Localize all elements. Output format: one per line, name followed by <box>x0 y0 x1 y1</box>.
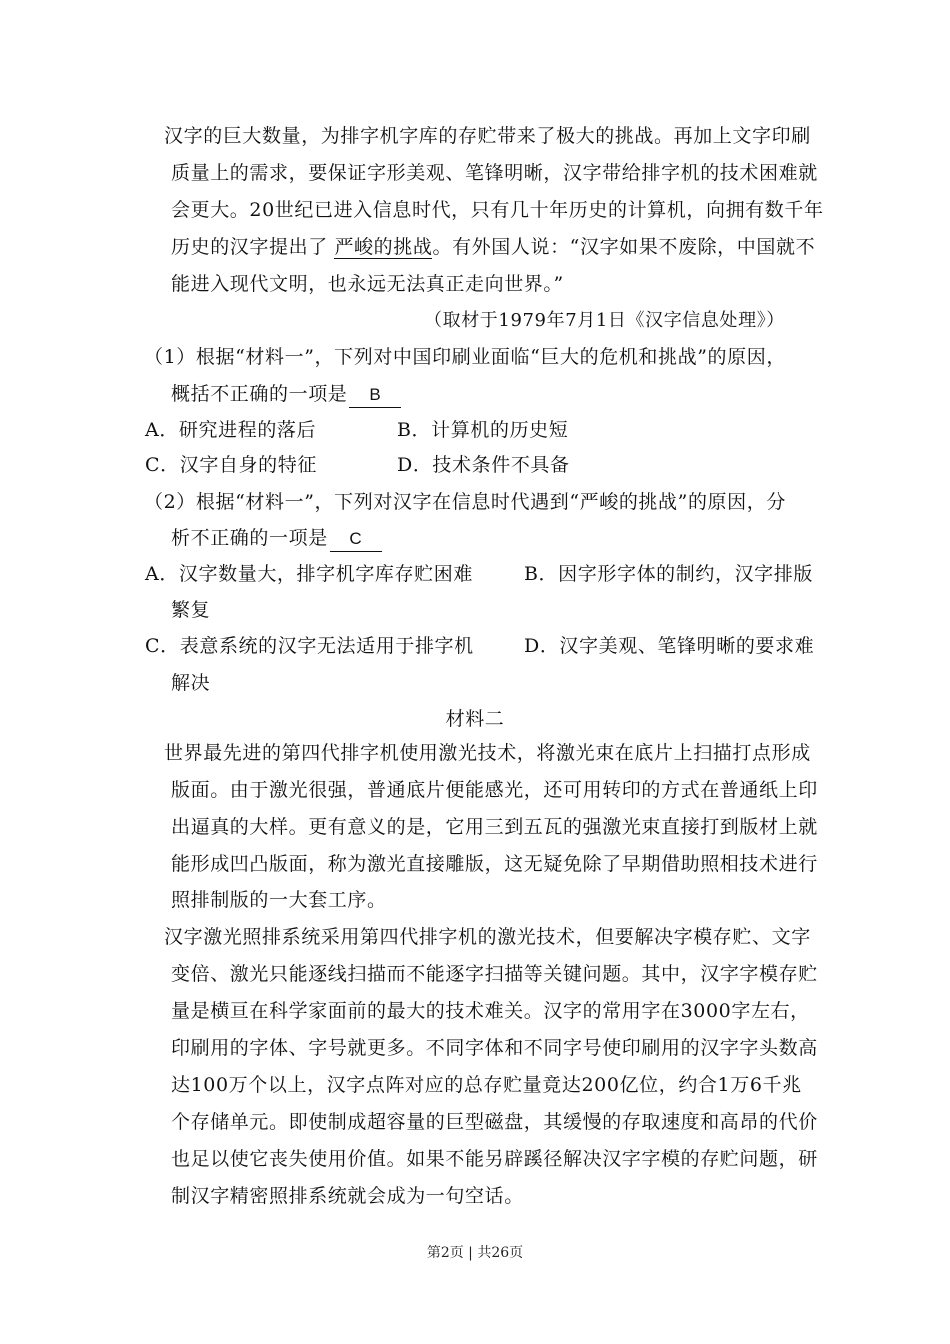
question-2-prompt: 析不正确的一项是 <box>171 527 328 549</box>
material2-line: 世界最先进的第四代排字机使用激光技术，将激光束在底片上扫描打点形成 <box>164 742 811 764</box>
material2-line: 变倍、激光只能逐线扫描而不能逐字扫描等关键问题。其中，汉字字模存贮 <box>171 963 818 985</box>
passage1-line: 会更大。20世纪已进入信息时代，只有几十年历史的计算机，向拥有数千年 <box>171 199 824 221</box>
q1-option-b: B．计算机的历史短 <box>397 419 569 441</box>
answer-blank-2: C <box>330 527 382 552</box>
material2-line: 制汉字精密照排系统就会成为一句空话。 <box>171 1185 524 1207</box>
question-1-stem-cont <box>171 382 401 408</box>
underlined-phrase: 严峻的挑战 <box>334 236 433 258</box>
page-footer: 第2页 | 共26页 <box>426 1245 524 1261</box>
question-1-stem: （1）根据“材料一”，下列对中国印刷业面临“巨大的危机和挑战”的原因， <box>144 346 786 368</box>
material2-line: 印刷用的字体、字号就更多。不同字体和不同字号使印刷用的汉字字头数高 <box>171 1037 818 1059</box>
passage1-line: 汉字的巨大数量，为排字机字库的存贮带来了极大的挑战。再加上文字印刷 <box>164 125 811 147</box>
material2-line: 个存储单元。即使制成超容量的巨型磁盘，其缓慢的存取速度和高昂的代价 <box>171 1111 818 1133</box>
q1-option-a: A．研究进程的落后 <box>145 419 317 441</box>
passage1-line: 质量上的需求，要保证字形美观、笔锋明晰，汉字带给排字机的技术困难就 <box>171 162 818 184</box>
q2-option-a: A．汉字数量大，排字机字库存贮困难 <box>145 563 473 585</box>
passage1-line <box>171 235 815 259</box>
source-citation: （取材于1979年7月1日《汉字信息处理》） <box>424 310 785 331</box>
q2-option-b: B．因字形字体的制约，汉字排版 <box>524 563 813 585</box>
q1-option-d: D．技术条件不具备 <box>397 454 570 476</box>
question-1-prompt: 概括不正确的一项是 <box>171 383 348 405</box>
material2-line: 能形成凹凸版面，称为激光直接雕版，这无疑免除了早期借助照相技术进行 <box>171 853 818 875</box>
question-2-stem-cont <box>171 526 382 552</box>
material2-line: 照排制版的一大套工序。 <box>171 889 387 911</box>
passage1-text: 历史的汉字提出了 <box>171 236 328 258</box>
q2-option-d-cont: 解决 <box>171 672 211 694</box>
material-2-heading: 材料二 <box>445 708 505 730</box>
q2-option-d: D．汉字美观、笔锋明晰的要求难 <box>524 635 815 657</box>
question-2-stem: （2）根据“材料一”，下列对汉字在信息时代遇到“严峻的挑战”的原因，分 <box>144 491 786 513</box>
passage1-line: 能进入现代文明，也永远无法真正走向世界。” <box>171 273 564 295</box>
q2-option-c: C．表意系统的汉字无法适用于排字机 <box>145 635 474 657</box>
q1-option-c: C．汉字自身的特征 <box>145 454 317 476</box>
material2-line: 汉字激光照排系统采用第四代排字机的激光技术，但要解决字模存贮、文字 <box>164 926 811 948</box>
answer-blank-1: B <box>349 383 401 408</box>
material2-line: 量是横亘在科学家面前的最大的技术难关。汉字的常用字在3000字左右， <box>171 1000 810 1022</box>
material2-line: 也足以使它丧失使用价值。如果不能另辟蹊径解决汉字字模的存贮问题，研 <box>171 1148 818 1170</box>
q2-option-b-cont: 繁复 <box>171 599 211 621</box>
material2-line: 出逼真的大样。更有意义的是，它用三到五瓦的强激光束直接打到版材上就 <box>171 816 818 838</box>
material2-line: 达100万个以上，汉字点阵对应的总存贮量竟达200亿位，约合1万6千兆 <box>171 1074 802 1096</box>
material2-line: 版面。由于激光很强，普通底片便能感光，还可用转印的方式在普通纸上印 <box>171 779 818 801</box>
passage1-text: 。有外国人说：“汉字如果不废除，中国就不 <box>432 236 816 258</box>
